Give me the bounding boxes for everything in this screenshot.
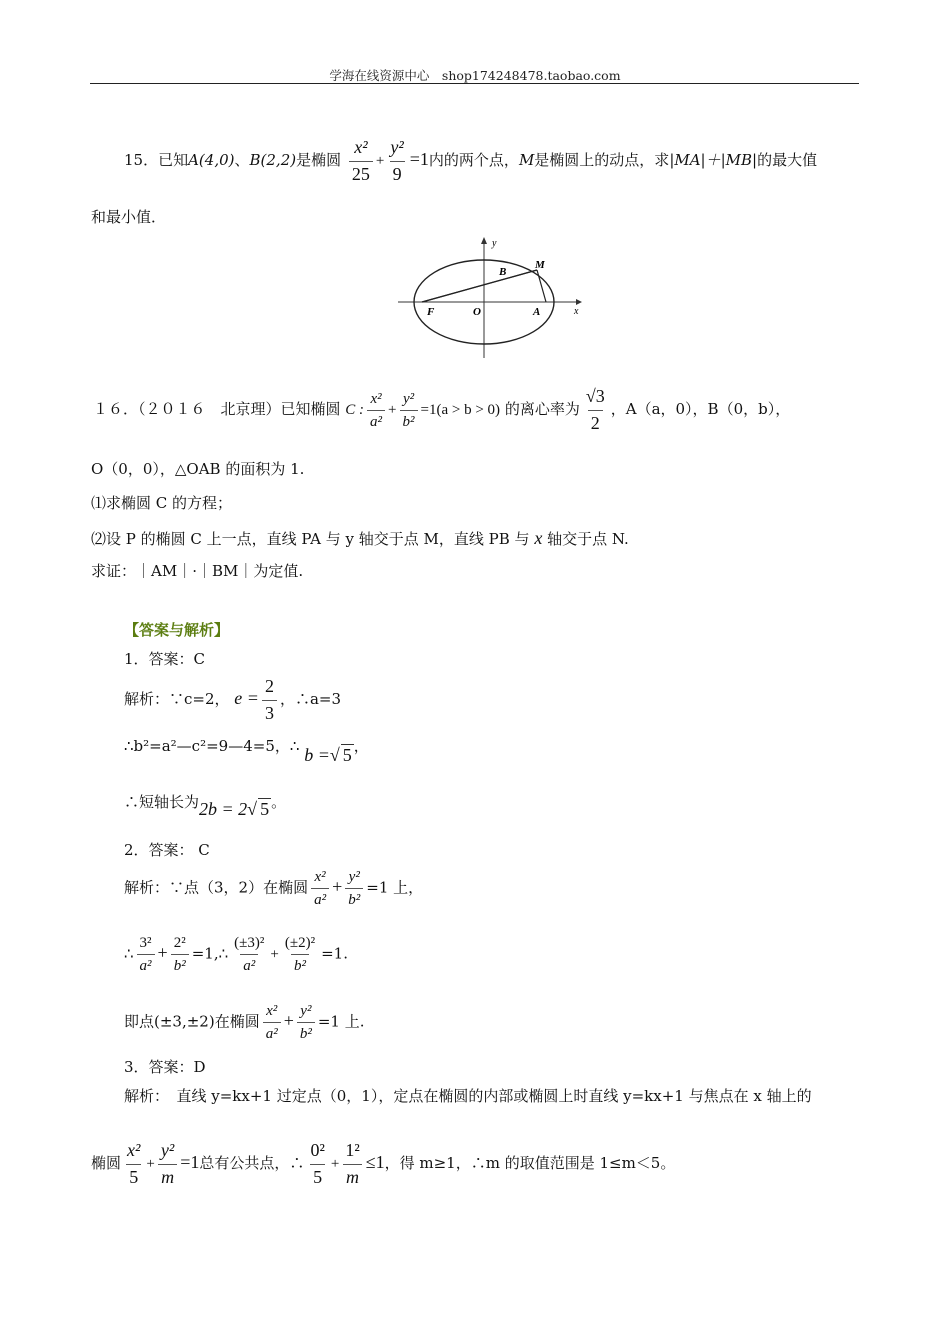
q16-frac-y: $\frac{\text{y²}}{\text{b²}}$ <box>400 390 418 431</box>
q15-frac-x: $\frac{\text{x²}}{25}$ <box>349 137 373 185</box>
q16-text-c: ，A（a，0），B（0，b）， <box>610 400 791 419</box>
page-header: 学海在线资源中心 shop174248478.taobao.com <box>329 68 621 83</box>
segment-ma <box>537 270 546 302</box>
a2-answer: 2．答案： C <box>124 841 210 859</box>
a2-step3: 即点(±3,±2)在椭圆 $\frac{\text{x²}}{\text{a²}}$ + $\frac{\text{y²}}{\text{b²}}$ =1 上. <box>124 1003 365 1042</box>
q15-eq: =1 <box>409 149 429 170</box>
q15-line1 <box>124 137 817 185</box>
a2-step1: 解析：∵点（3，2）在椭圆 $\frac{\text{x²}}{\text{a²}}$ + $\frac{\text{y²}}{\text{b²}}$ =1 上， <box>124 869 424 908</box>
label-y: y <box>492 238 497 249</box>
q16-text-l4b: 轴交于点 N. <box>547 530 629 548</box>
q16-line4 <box>91 528 629 550</box>
q15-text-d: 是椭圆上的动点，求 <box>534 151 670 170</box>
q15-plus: + <box>375 153 385 170</box>
label-m: M <box>535 259 545 271</box>
q16-eq-c: C : <box>345 402 365 419</box>
x-axis-arrow-icon <box>576 299 582 305</box>
segment-fb <box>422 277 512 302</box>
q16-text-a: １６．（２０１６ 北京理）已知椭圆 <box>93 400 341 419</box>
q15-frac-y: $\frac{\text{y²}}{9}$ <box>390 137 404 184</box>
q16-line3: ⑴求椭圆 C 的方程； <box>91 494 233 512</box>
a1-step3: ∴短轴长为2b = 2√ 5 。 <box>124 793 287 819</box>
a1-answer: 1．答案：C <box>124 650 206 668</box>
q16-line2: O（0，0），△OAB 的面积为 1. <box>91 460 305 478</box>
label-o: O <box>473 306 481 318</box>
a1-frac-e: $\frac{2}{3}$ <box>262 676 277 724</box>
q16-line5: 求证：｜AM｜·｜BM｜为定值. <box>91 562 304 580</box>
segment-bm <box>512 270 537 277</box>
header-rule <box>90 83 859 84</box>
q15-text-e: 的最大值 <box>757 151 818 170</box>
q16-x: x <box>534 528 543 548</box>
a2-step2: ∴ $\frac{\text{3²}}{\text{a²}}$ + $\frac{\text{2²}}{\text{b²}}$ =1,∴ $\frac{\text{(±3)²}}{\text{a²}}$ + $\frac{\text{(±2)²}}{\text{b²}}$ =1. <box>124 935 348 974</box>
label-b: B <box>499 266 507 278</box>
ellipse-figure <box>396 232 586 362</box>
q16-line1: １６．（２０１６ 北京理）已知椭圆 C : $\frac{\text{x²}}{\text{a²}}$ + $\frac{\text{y²}}{\text{b²}}$ =1(a > b > 0) 的离心率为 $\frac{√3}{2}$ ，A（a，0），B（0，b）， <box>93 386 791 433</box>
q16-frac-x: $\frac{\text{x²}}{\text{a²}}$ <box>367 390 385 431</box>
label-f: F <box>427 306 435 318</box>
q16-text-l4a: ⑵设 P 的椭圆 C 上一点，直线 PA 与 y 轴交于点 M，直线 PB 与 <box>91 530 530 548</box>
q16-text-b: 的离心率为 <box>504 400 580 419</box>
q15-line2: 和最小值． <box>91 208 167 226</box>
q15-sep: 、 <box>234 151 250 170</box>
answers-title: 【答案与解析】 <box>124 621 230 639</box>
a1-step1: 解析：∵c=2， e = $\frac{2}{3}$ ，∴a=3 <box>124 676 341 723</box>
q15-point-b: B(2,2) <box>249 151 297 170</box>
y-axis-arrow-icon <box>481 237 487 244</box>
q16-frac-e: $\frac{√3}{2}$ <box>585 386 605 433</box>
q15-m: M <box>518 151 535 170</box>
a3-step2: 椭圆 $\frac{\text{x²}}{5}$ + $\frac{\text{y²}}{m}$ =1总有公共点，∴ $\frac{\text{0²}}{5}$ + $\frac{\text{1²}}{m}$ ≤1，得 m≥1，∴m 的取值范围是 1≤m＜5。 <box>91 1140 676 1187</box>
a1-step2: ∴b²=a²—c²=9—4=5，∴ b =√ 5 ， <box>124 737 369 765</box>
label-a: A <box>533 306 541 318</box>
a3-step1: 解析： 直线 y=kx+1 过定点（0，1），定点在椭圆的内部或椭圆上时直线 y=kx+1 与焦点在 x 轴上的 <box>124 1087 812 1105</box>
q15-text-c: 内的两个点， <box>428 151 519 170</box>
q15-expr: |MA|＋|MB| <box>669 151 758 170</box>
q15-text-b: 是椭圆 <box>296 151 342 170</box>
q15-point-a: A(4,0) <box>188 151 235 170</box>
q16-eq-tail: =1(a > b > 0) <box>420 402 501 419</box>
label-x: x <box>574 306 579 317</box>
a3-answer: 3．答案：D <box>124 1058 206 1076</box>
q15-text-a: 15．已知 <box>124 151 189 170</box>
